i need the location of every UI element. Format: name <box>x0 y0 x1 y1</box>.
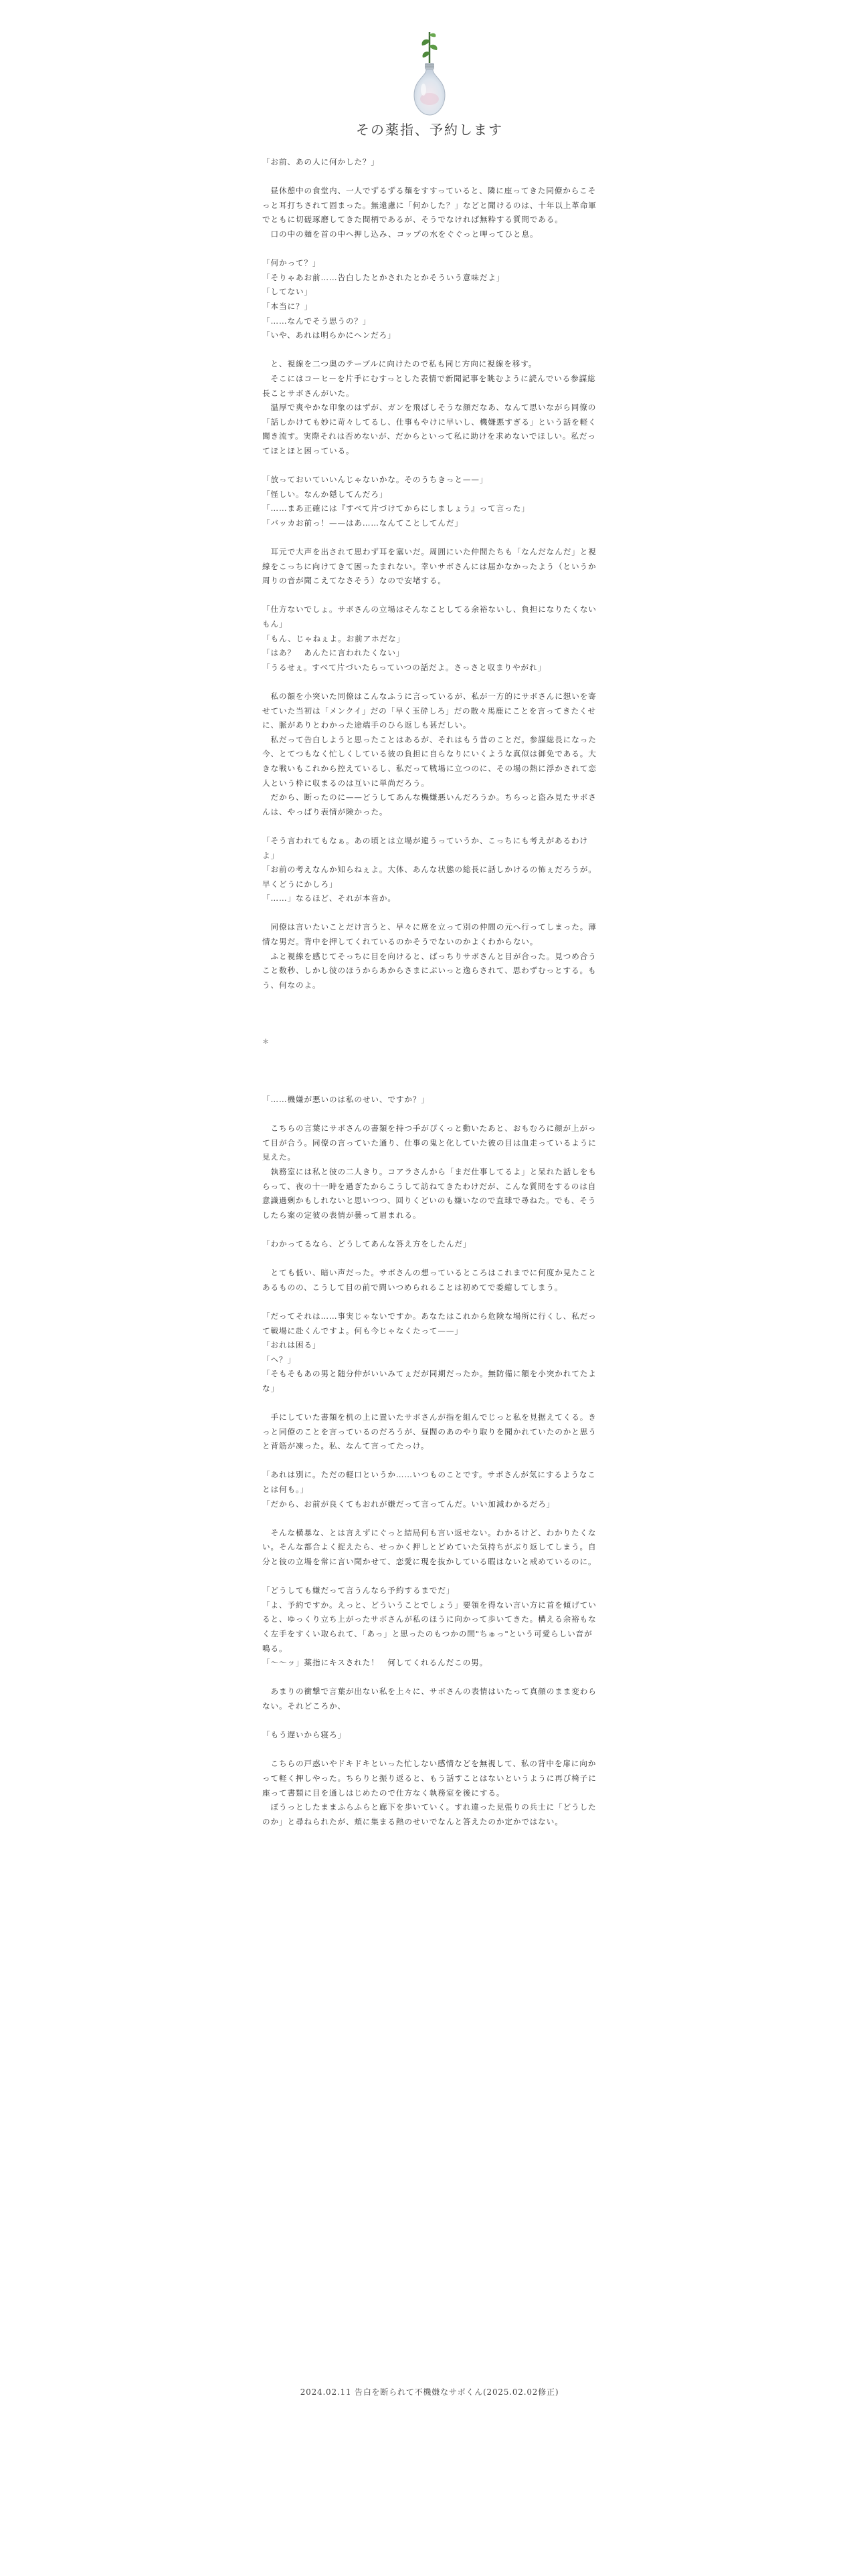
story-paragraph: 私の額を小突いた同僚はこんなふうに言っているが、私が一方的にサボさんに想いを寄せていた当初は「メンクイ」だの「早く玉砕しろ」だの散々馬鹿にことを言ってきたくせに、脈がありとわかった途端手のひら返しも甚だしい。 <box>262 691 597 730</box>
paragraph-gap <box>262 343 597 358</box>
paragraph-gap <box>262 1714 597 1729</box>
story-paragraph: 「うるせぇ。すべて片づいたらっていつの話だよ。さっさと収まりやがれ」 <box>262 662 546 672</box>
story-paragraph: 「おれは困る」 <box>262 1340 321 1350</box>
story-paragraph: と、視線を二つ奥のテーブルに向けたので私も同じ方向に視線を移す。 <box>262 359 537 369</box>
story-paragraph: 同僚は言いたいことだけ言うと、早々に席を立って別の仲間の元へ行ってしまった。薄情な男だ。背中を押してくれているのかそうでないのかよくわからない。 <box>262 922 597 947</box>
paragraph-gap <box>262 1454 597 1469</box>
story-title: その薬指、予約します <box>356 122 503 138</box>
story-paragraph: 「……まあ正確には『すべて片づけてからにしましょう』って言った」 <box>262 504 530 514</box>
paragraph-gap <box>262 1570 597 1584</box>
story-paragraph: ぼうっとしたままふらふらと廊下を歩いていく。すれ違った見張りの兵士に「どうしたのか」と尋ねられたが、頬に集まる熱のせいでなんと答えたのか定かではない。 <box>262 1802 597 1826</box>
story-paragraph: 昼休憩中の食堂内、一人でずるずる麺をすすっていると、隣に座ってきた同僚からこそっと耳打ちされて固まった。無遠慮に「何かした？」などと聞けるのは、十年以上革命軍でともに切磋琢磨してきた間柄であるが、そうでなければ無粋する質問である。 <box>262 186 597 225</box>
story-paragraph: 「あれは別に。ただの軽口というか……いつものことです。サボさんが気にするようなことは何も。」 <box>262 1470 596 1495</box>
story-paragraph: ふと視線を感じてそっちに目を向けると、ばっちりサボさんと目が合った。見つめ合うこと数秒、しかし彼のほうからあからさまにぷいっと逸らされて、思わずむっとする。もう、何なのよ。 <box>262 951 597 990</box>
story-paragraph: 「だってそれは……事実じゃないですか。あなたはこれから危険な場所に行くし、私だって戦場に赴くんですよ。何も今じゃなくたって——」 <box>262 1311 597 1335</box>
story-paragraph: 「〜〜ッ」薬指にキスされた！ 何してくれるんだこの男。 <box>262 1658 488 1668</box>
story-paragraph: 「もう遅いから寝ろ」 <box>262 1730 346 1740</box>
story-paragraph: こちらの戸惑いやドキドキといった忙しない感情などを無視して、私の背中を扉に向かって軽く押しやった。ちらりと振り返ると、もう話すことはないというように再び椅子に座って書類に目を通しはじめたので仕方なく執務室を後にする。 <box>262 1759 597 1798</box>
story-paragraph: 「……」なるほど、それが本音か。 <box>262 893 396 903</box>
story-paragraph: 「いや、あれは明らかにヘンだろ」 <box>262 330 396 340</box>
paragraph-gap <box>262 1743 597 1757</box>
story-paragraph: 「どうしても嫌だって言うんなら予約するまでだ」 <box>262 1586 455 1596</box>
story-paragraph: 「仕方ないでしょ。サボさんの立場はそんなことしてる余裕ないし、負担になりたくないもん」 <box>262 605 597 629</box>
story-footer: 2024.02.11 告白を断られて不機嫌なサボくん(2025.02.02修正) <box>300 2387 559 2397</box>
story-paragraph: 「怪しい。なんか隠してんだろ」 <box>262 489 388 499</box>
paragraph-gap <box>262 242 597 257</box>
story-paragraph: 温厚で爽やかな印象のはずが、ガンを飛ばしそうな顔だなあ、なんて思いながら同僚の「話しかけても妙に苛々してるし、仕事もやけに早いし、機嫌悪すぎる」という話を軽く聞き流す。実際それは否めないが、だからといって私に助けを求めないでほしい。私だってほとほと困っている。 <box>262 403 597 455</box>
paragraph-gap <box>262 170 597 185</box>
paragraph-gap <box>262 675 597 689</box>
story-paragraph: 「そう言われてもなぁ。あの頃とは立場が違うっていうか、こっちにも考えがあるわけよ」 <box>262 835 589 860</box>
story-paragraph: 「放っておいていいんじゃないかな。そのうちきっと——」 <box>262 475 488 485</box>
story-paragraph: 「してない」 <box>262 287 312 297</box>
story-paragraph: 「お前、あの人に何かした？」 <box>262 157 379 167</box>
story-paragraph: 「バッカお前っ！——はあ……なんてことしてんだ」 <box>262 518 463 528</box>
story-paragraph: 「本当に？」 <box>262 301 312 311</box>
story-paragraph: 口の中の麺を首の中へ押し込み、コップの水をぐぐっと呷ってひと息。 <box>262 229 539 239</box>
scene-break-mark: ＊ <box>262 1039 270 1047</box>
story-paragraph: そこにはコーヒーを片手にむすっとした表情で新聞記事を眺むように読んでいる参謀総長ことサボさんがいた。 <box>262 373 596 398</box>
paragraph-gap <box>262 1107 597 1122</box>
paragraph-gap <box>262 1252 597 1267</box>
story-paragraph: 「そもそもあの男と随分仲がいいみてぇだが同期だったか。無防備に額を小突かれてたよな」 <box>262 1369 597 1393</box>
story-paragraph: 私だって告白しようと思ったことはあるが、それはもう昔のことだ。参謀総長になった今、とてつもなく忙しくしている彼の負担に自らなりにいくような真似は御免である。大きな戦いもこれから控えているし、私だって戦場に立つのに、その場の熱に浮かされて恋人という枠に収まるのは互いに単尚だろう。 <box>262 734 597 788</box>
story-body <box>262 155 597 1829</box>
paragraph-gap <box>262 992 597 1035</box>
paragraph-gap <box>262 530 597 545</box>
paragraph-gap <box>262 1295 597 1309</box>
story-paragraph: 執務室には私と彼の二人きり。コアラさんから「まだ仕事してるよ」と呆れた話しをもらって、夜の十一時を過ぎたからこうして訪ねてきたわけだが、こんな質問をするのは自意識過剰かもしれないと思いつつ、回りくどいのも嫌いなので直球で尋ねた。でも、そうしたら案の定彼の表情が曇って眉まれる。 <box>262 1167 597 1220</box>
paragraph-gap <box>262 1511 597 1526</box>
paragraph-gap <box>262 588 597 603</box>
paragraph-gap <box>262 458 597 473</box>
story-paragraph: 「……なんでそう思うの？」 <box>262 316 371 326</box>
story-paragraph: 「だから、お前が良くてもおれが嫌だって言ってんだ。いい加減わかるだろ」 <box>262 1499 555 1509</box>
paragraph-gap <box>262 819 597 834</box>
story-paragraph: 「お前の考えなんか知らねぇよ。大体、あんな状態の総長に話しかけるの怖ぇだろうが。早くどうにかしろ」 <box>262 865 597 889</box>
story-paragraph: 「へ？」 <box>262 1354 296 1364</box>
lightbulb-plant-icon <box>406 25 453 126</box>
story-paragraph: 「何かって？」 <box>262 258 321 268</box>
story-paragraph: こちらの言葉にサボさんの書類を持つ手がぴくっと動いたあと、おもむろに顔が上がって目が合う。同僚の言っていた通り、仕事の鬼と化していた彼の目は血走っているように見えた。 <box>262 1123 597 1162</box>
story-paragraph: 「……機嫌が悪いのは私のせい、ですか？」 <box>262 1095 430 1105</box>
story-paragraph: 「はあ？ あんたに言われたくない」 <box>262 648 405 658</box>
story-paragraph: 「よ、予約ですか。えっと、どういうことでしょう」要領を得ない言い方に首を傾げていると、ゆっくり立ち上がったサボさんが私のほうに向かって歩いてきた。構える余裕もなく左手をすくい取られて、「あっ」と思ったのもつかの間"ちゅっ"という可愛らしい音が鳴る。 <box>262 1600 597 1653</box>
story-paragraph: 「そりゃあお前……告白したとかされたとかそういう意味だよ」 <box>262 272 505 282</box>
story-paragraph: 「もん、じゃねぇよ。お前アホだな」 <box>262 633 405 643</box>
paragraph-gap <box>262 1222 597 1237</box>
story-paragraph: あまりの衝撃で言葉が出ない私を上々に、サボさんの表情はいたって真顔のまま変わらない。それどころか、 <box>262 1687 597 1711</box>
story-paragraph: とても低い、暗い声だった。サボさんの想っているところはこれまでに何度か見たことあるものの、こうして目の前で問いつめられることは初めてで委縮してしまう。 <box>262 1268 597 1292</box>
story-paragraph: だから、断ったのに——どうしてあんな機嫌悪いんだろうか。ちらっと盗み見たサボさんは、やっぱり表情が険かった。 <box>262 792 597 817</box>
story-paragraph: 耳元で大声を出されて思わず耳を塞いだ。周囲にいた仲間たちも「なんだなんだ」と視線をこっちに向けてきて困ったまれない。幸いサボさんには届かなかったよう（というか周りの音が聞こえてなさそう）なので安堵する。 <box>262 547 597 586</box>
story-paragraph: 「わかってるなら、どうしてあんな答え方をしたんだ」 <box>262 1239 472 1249</box>
paragraph-gap <box>262 1050 597 1093</box>
story-paragraph: そんな横暴な、とは言えずにぐっと結局何も言い返せない。わかるけど、わかりたくない。そんな都合よく捉えたら、せっかく押しとどめていた気持ちがぶり返してしまう。自分と彼の立場を常に言い聞かせて、恋愛に現を抜かしている暇はないと戒めているのに。 <box>262 1527 597 1567</box>
story-paragraph: 手にしていた書類を机の上に置いたサボさんが指を組んでじっと私を見据えてくる。きっと同僚のことを言っているのだろうが、昼間のあのやり取りを聞かれていたのかと思うと背筋が凍った。私、なんて言ってたっけ。 <box>262 1412 597 1451</box>
paragraph-gap <box>262 906 597 921</box>
paragraph-gap <box>262 1396 597 1411</box>
paragraph-gap <box>262 1671 597 1685</box>
